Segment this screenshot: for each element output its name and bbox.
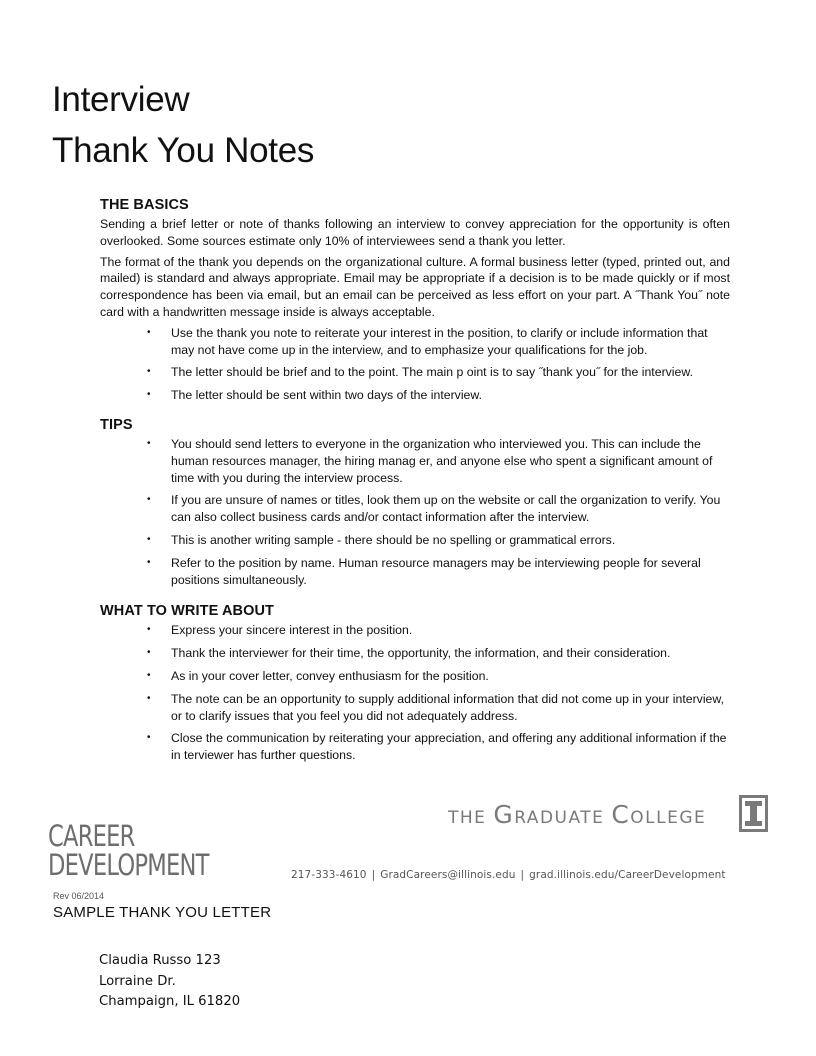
sender-address — [99, 951, 240, 1013]
list-item: • Express your sincere interest in the position. — [171, 622, 730, 639]
section-heading-basics: THE BASICS — [100, 197, 189, 213]
basics-paragraph-2: The format of the thank you depends on the organizational culture. A formal business letter (typed, printed out, and mailed) is standard and always appropriate. Email may be appropriate if a decision is to be made quickly or if most correspondence has been via email, but an email can be perceived as less effort on your part. A ˝Thank You˝ note card with a handwritten message inside is always acceptable. — [100, 254, 730, 319]
tips-bullet-list — [100, 436, 730, 588]
graduate-college-logo: THE GRADUATE COLLEGE — [448, 799, 707, 829]
address-line: Champaign, IL 61820 — [99, 994, 241, 1009]
website-link[interactable]: grad.illinois.edu/CareerDevelopment — [529, 869, 726, 881]
list-item: • The letter should be sent within two days of the interview. — [171, 387, 730, 404]
list-item: • The note can be an opportunity to supply additional information that did not come up in your interview, or to clarify issues that you feel you did not adequately address. — [171, 691, 730, 725]
phone-number: 217-333-4610 — [291, 869, 367, 881]
list-item: • You should send letters to everyone in the organization who interviewed you. This can include the human resources manager, the hiring manag er, and anyone else who spent a significant amount of time with you during the interview process. — [171, 436, 730, 486]
address-line: Lorraine Dr. — [99, 973, 176, 989]
what-to-write-bullet-list — [100, 622, 730, 764]
section-heading-what-to-write: WHAT TO WRITE ABOUT — [100, 603, 274, 620]
main-content — [100, 196, 730, 770]
section-heading-tips: TIPS — [100, 416, 133, 433]
list-item: • Use the thank you note to reiterate your interest in the position, to clarify or include information that may not have come up in the interview, and to emphasize your qualifications for the job. — [171, 325, 730, 359]
list-item: • This is another writing sample - there should be no spelling or grammatical errors. — [171, 532, 730, 549]
list-item: • If you are unsure of names or titles, look them up on the website or call the organization to verify. You can also collect business cards and/or contact information after the interview. — [171, 492, 730, 526]
career-development-logo: CAREER DEVELOPMENT — [48, 819, 209, 882]
page-title-line2: Thank You Notes — [52, 131, 315, 170]
basics-paragraph-1: Sending a brief letter or note of thanks following an interview to convey appreciation for the opportunity is often overlooked. Some sources estimate only 10% of interviewees send a thank you letter. — [100, 217, 730, 248]
list-item: • Refer to the position by name. Human resource managers may be interviewing people for several positions simultaneously. — [171, 555, 730, 589]
email-link[interactable]: GradCareers@illinois.edu — [380, 869, 516, 881]
list-item: • Close the communication by reiterating your appreciation, and offering any additional information if the in terviewer has further questions. — [171, 730, 730, 764]
revision-date: Rev 06/2014 — [53, 891, 105, 901]
sample-letter-heading: SAMPLE THANK YOU LETTER — [53, 904, 272, 921]
list-item: • Thank the interviewer for their time, the opportunity, the information, and their consideration. — [171, 645, 730, 662]
address-line: Claudia Russo 123 — [99, 953, 221, 968]
contact-info: 217-333-4610 | GradCareers@illinois.edu | grad.illinois.edu/CareerDevelopment — [291, 869, 726, 881]
list-item: • As in your cover letter, convey enthusiasm for the position. — [171, 668, 730, 685]
list-item: • The letter should be brief and to the point. The main p oint is to say ˝thank you˝ for the interview. — [171, 364, 730, 381]
illinois-block-i-icon — [739, 795, 768, 832]
page-title-line1: Interview — [52, 80, 190, 119]
basics-bullet-list — [100, 325, 730, 404]
